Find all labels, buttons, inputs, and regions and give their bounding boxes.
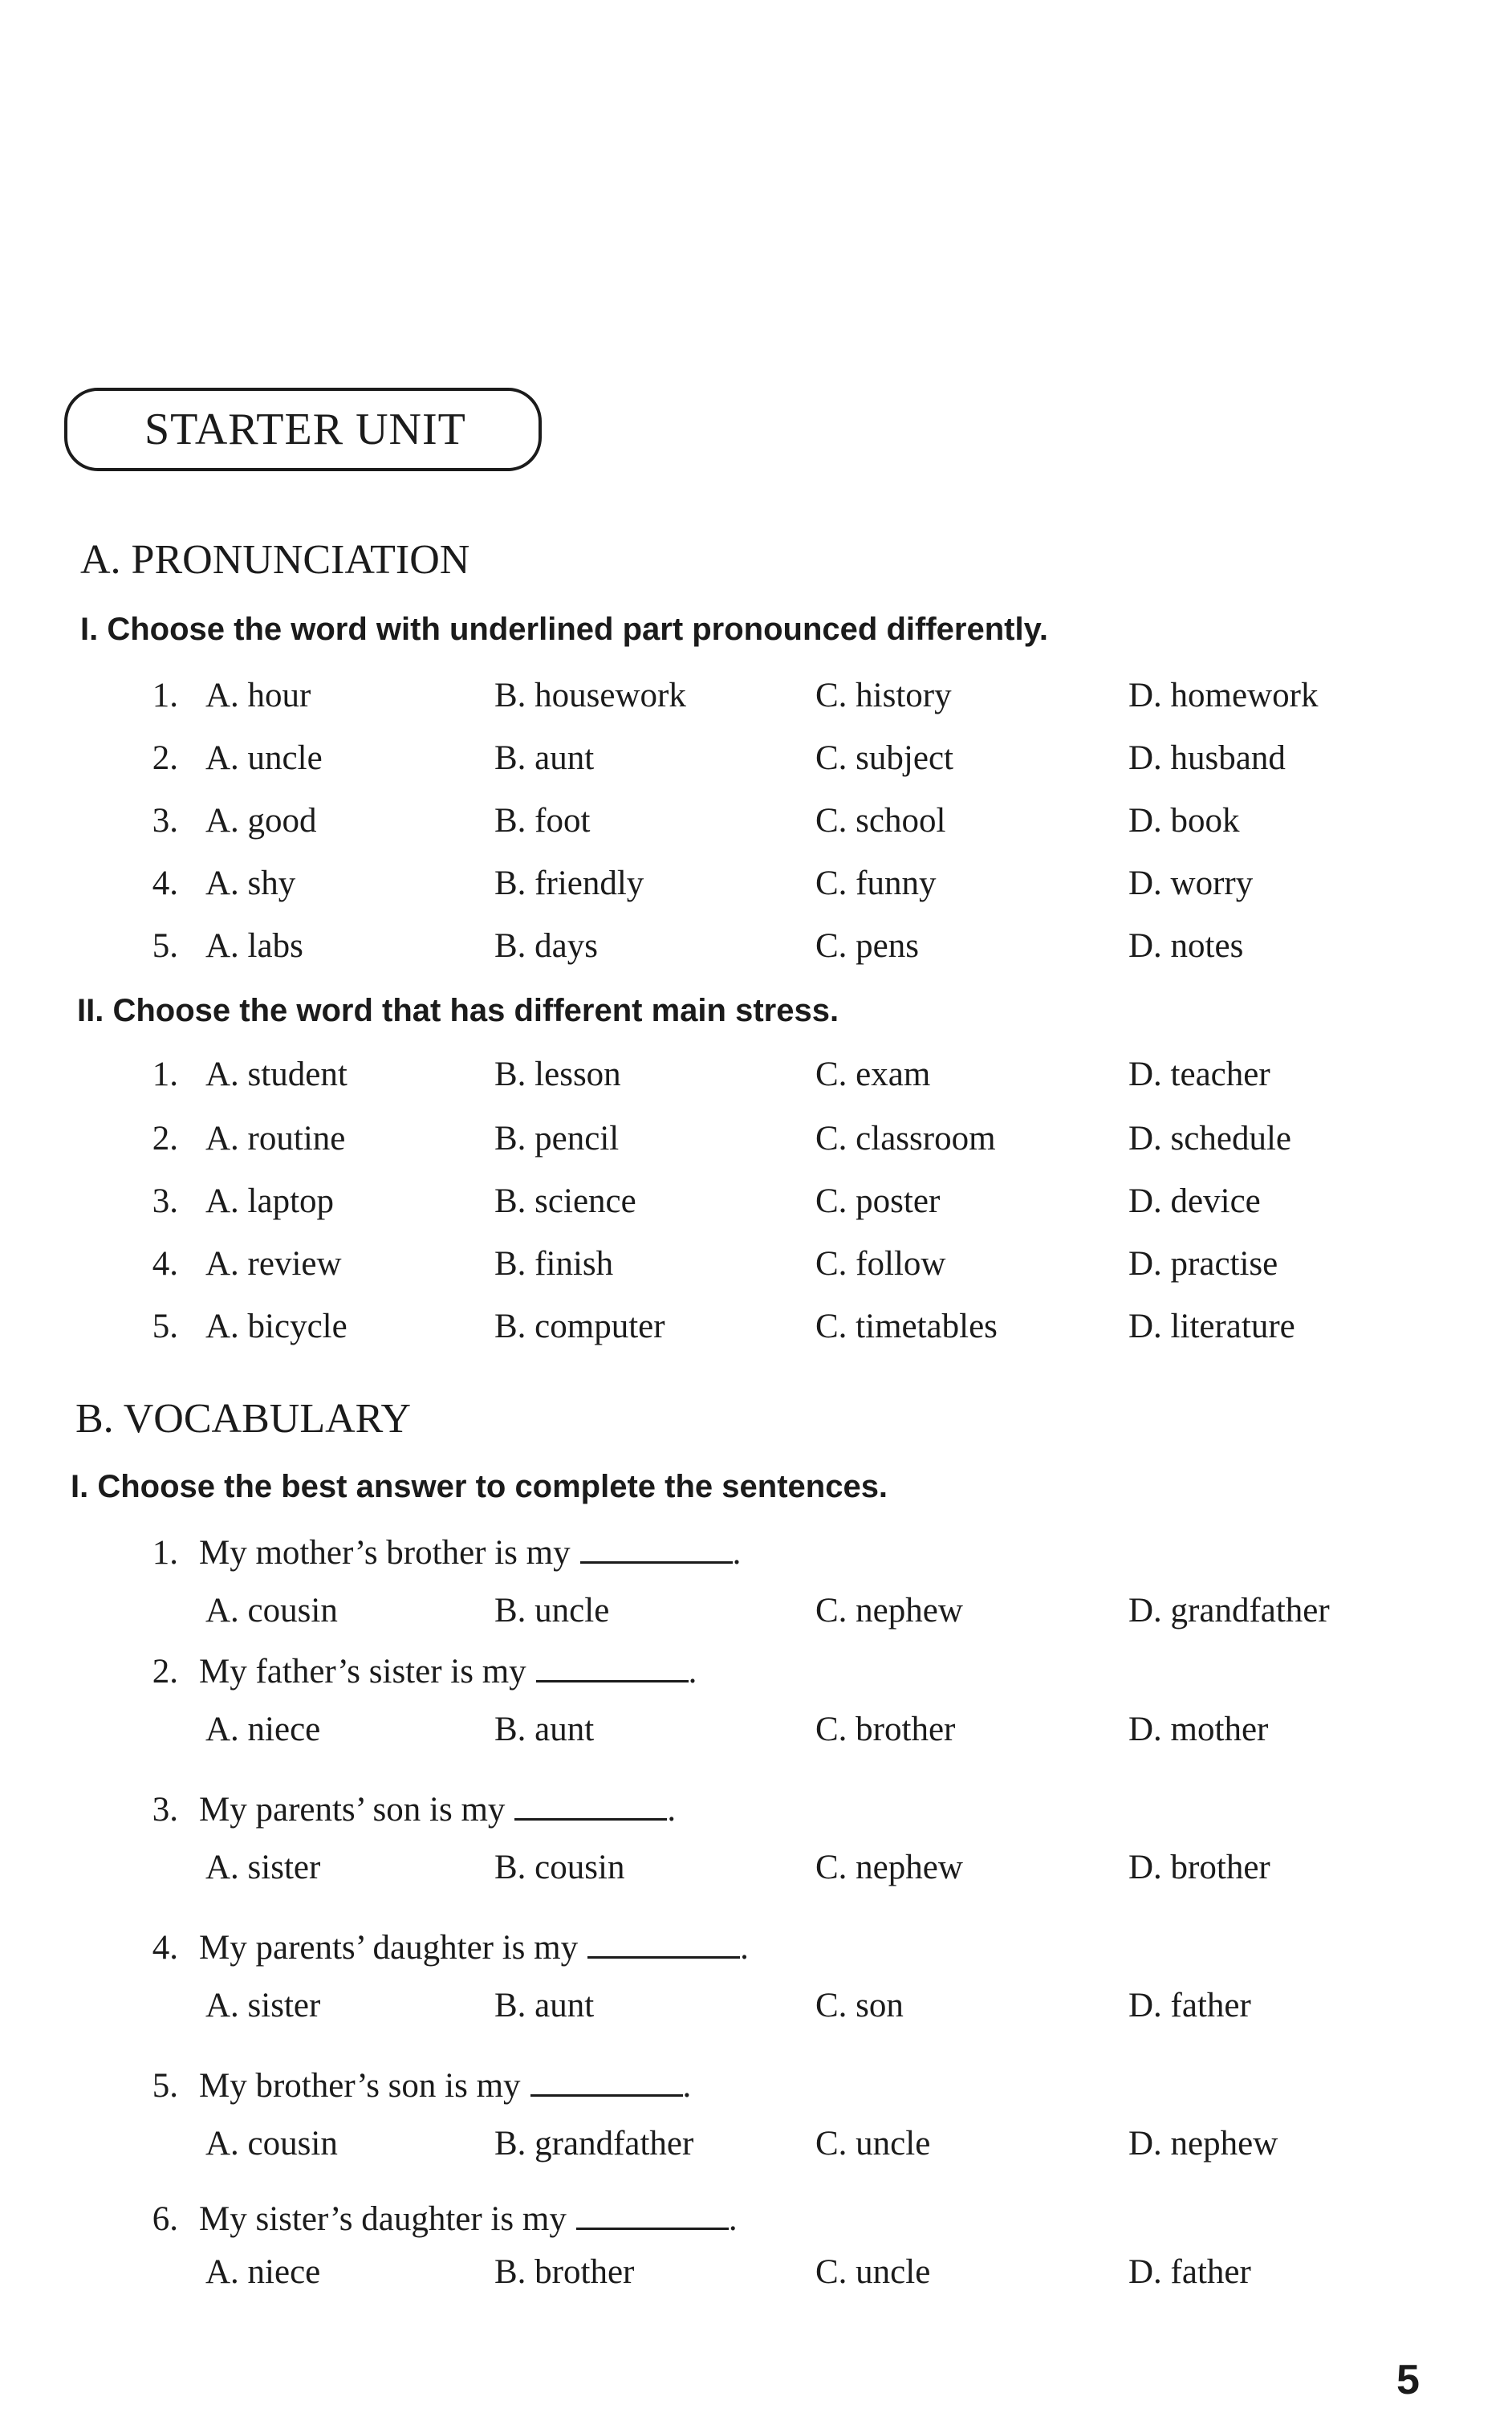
option-d: D. father <box>1128 2253 1251 2291</box>
option-c: C. brother <box>815 1711 956 1748</box>
question-row <box>0 926 1512 974</box>
option-c: C. timetables <box>815 1308 998 1345</box>
answer-blank <box>587 1956 740 1959</box>
question-row <box>0 864 1512 912</box>
instruction-pronunciation-1: I. Choose the word with underlined part pronounced differently. <box>80 612 1048 647</box>
option-b: B. aunt <box>494 739 595 777</box>
option-d: D. father <box>1128 1987 1251 2024</box>
question-row <box>0 1055 1512 1103</box>
answer-blank <box>580 1561 733 1564</box>
question-number: 4. <box>152 1929 178 1967</box>
option-b: B. grandfather <box>494 2125 694 2163</box>
question-options <box>0 1986 1512 2034</box>
option-a: A. sister <box>205 1987 321 2024</box>
question-row <box>0 676 1512 724</box>
question-stem <box>0 1790 1512 1838</box>
option-a: A. niece <box>205 2253 321 2291</box>
question-prompt: My parents’ daughter is my <box>199 1929 579 1967</box>
question-number: 1. <box>152 1534 178 1572</box>
question-text: My mother’s brother is my . <box>199 1534 742 1572</box>
option-d: D. worry <box>1128 865 1254 902</box>
unit-title: STARTER UNIT <box>144 405 466 454</box>
instruction-pronunciation-2: II. Choose the word that has different main stress. <box>77 993 839 1028</box>
page-number: 5 <box>1396 2357 1420 2403</box>
option-c: C. nephew <box>815 1592 963 1630</box>
question-prompt: My parents’ son is my <box>199 1791 506 1829</box>
option-a: A. niece <box>205 1711 321 1748</box>
option-b: B. uncle <box>494 1592 610 1630</box>
option-b: B. pencil <box>494 1120 620 1158</box>
option-b: B. days <box>494 927 598 965</box>
question-number: 4. <box>152 865 178 902</box>
question-prompt: My mother’s brother is my <box>199 1534 571 1572</box>
option-a: A. bicycle <box>205 1308 348 1345</box>
section-heading-pronunciation: A. PRONUNCIATION <box>80 537 470 583</box>
question-row <box>0 1119 1512 1167</box>
option-b: B. science <box>494 1182 636 1220</box>
question-row <box>0 801 1512 849</box>
question-options <box>0 1848 1512 1896</box>
option-c: C. uncle <box>815 2253 931 2291</box>
option-c: C. funny <box>815 865 937 902</box>
question-text: My father’s sister is my . <box>199 1653 697 1691</box>
option-b: B. cousin <box>494 1849 625 1886</box>
option-a: A. review <box>205 1245 342 1283</box>
question-text: My brother’s son is my . <box>199 2067 692 2105</box>
option-c: C. history <box>815 677 952 714</box>
question-stem <box>0 2066 1512 2114</box>
question-number: 5. <box>152 1308 178 1345</box>
instruction-vocabulary-1: I. Choose the best answer to complete the sentences. <box>71 1469 888 1504</box>
question-number: 3. <box>152 1791 178 1829</box>
option-a: A. routine <box>205 1120 346 1158</box>
option-c: C. uncle <box>815 2125 931 2163</box>
answer-blank <box>576 2228 729 2230</box>
option-c: C. school <box>815 802 946 840</box>
question-number: 2. <box>152 1653 178 1691</box>
option-a: A. cousin <box>205 1592 338 1630</box>
option-d: D. practise <box>1128 1245 1278 1283</box>
question-prompt: My brother’s son is my <box>199 2067 521 2105</box>
question-options <box>0 1710 1512 1758</box>
option-c: C. follow <box>815 1245 946 1283</box>
option-d: D. teacher <box>1128 1056 1270 1093</box>
question-stem <box>0 2199 1512 2248</box>
question-number: 5. <box>152 2067 178 2105</box>
option-c: C. poster <box>815 1182 941 1220</box>
question-number: 6. <box>152 2200 178 2238</box>
option-d: D. notes <box>1128 927 1244 965</box>
question-number: 2. <box>152 1120 178 1158</box>
option-d: D. husband <box>1128 739 1286 777</box>
option-c: C. pens <box>815 927 919 965</box>
section-heading-vocabulary: B. VOCABULARY <box>75 1396 412 1442</box>
option-d: D. grandfather <box>1128 1592 1330 1630</box>
option-a: A. shy <box>205 865 296 902</box>
option-d: D. mother <box>1128 1711 1269 1748</box>
option-a: A. student <box>205 1056 348 1093</box>
option-d: D. device <box>1128 1182 1261 1220</box>
option-d: D. schedule <box>1128 1120 1291 1158</box>
question-number: 3. <box>152 802 178 840</box>
question-row <box>0 1244 1512 1292</box>
option-d: D. nephew <box>1128 2125 1278 2163</box>
option-b: B. finish <box>494 1245 614 1283</box>
option-a: A. labs <box>205 927 303 965</box>
option-b: B. aunt <box>494 1987 595 2024</box>
option-b: B. brother <box>494 2253 635 2291</box>
question-stem <box>0 1652 1512 1700</box>
option-b: B. housework <box>494 677 686 714</box>
option-a: A. hour <box>205 677 311 714</box>
question-text: My sister’s daughter is my . <box>199 2200 738 2238</box>
question-number: 5. <box>152 927 178 965</box>
question-row <box>0 738 1512 787</box>
answer-blank <box>530 2094 683 2097</box>
answer-blank <box>536 1680 689 1682</box>
option-a: A. laptop <box>205 1182 335 1220</box>
option-c: C. exam <box>815 1056 931 1093</box>
option-b: B. friendly <box>494 865 644 902</box>
option-d: D. book <box>1128 802 1240 840</box>
option-c: C. nephew <box>815 1849 963 1886</box>
option-a: A. sister <box>205 1849 321 1886</box>
question-row <box>0 1182 1512 1230</box>
question-row <box>0 1307 1512 1355</box>
option-d: D. homework <box>1128 677 1319 714</box>
question-options <box>0 1591 1512 1639</box>
unit-title-box <box>64 388 542 471</box>
question-number: 1. <box>152 677 178 714</box>
question-number: 4. <box>152 1245 178 1283</box>
option-c: C. son <box>815 1987 904 2024</box>
question-prompt: My sister’s daughter is my <box>199 2200 567 2238</box>
question-text: My parents’ daughter is my . <box>199 1929 749 1967</box>
option-c: C. subject <box>815 739 953 777</box>
option-b: B. computer <box>494 1308 665 1345</box>
question-text: My parents’ son is my . <box>199 1791 677 1829</box>
question-number: 2. <box>152 739 178 777</box>
answer-blank <box>514 1818 667 1821</box>
question-options <box>0 2124 1512 2172</box>
question-stem <box>0 1533 1512 1581</box>
question-options <box>0 2252 1512 2301</box>
option-d: D. brother <box>1128 1849 1270 1886</box>
option-a: A. good <box>205 802 317 840</box>
question-number: 1. <box>152 1056 178 1093</box>
question-prompt: My father’s sister is my <box>199 1653 526 1691</box>
option-b: B. aunt <box>494 1711 595 1748</box>
option-a: A. uncle <box>205 739 323 777</box>
question-number: 3. <box>152 1182 178 1220</box>
question-stem <box>0 1928 1512 1976</box>
option-c: C. classroom <box>815 1120 996 1158</box>
option-a: A. cousin <box>205 2125 338 2163</box>
option-b: B. lesson <box>494 1056 621 1093</box>
option-b: B. foot <box>494 802 591 840</box>
option-d: D. literature <box>1128 1308 1295 1345</box>
